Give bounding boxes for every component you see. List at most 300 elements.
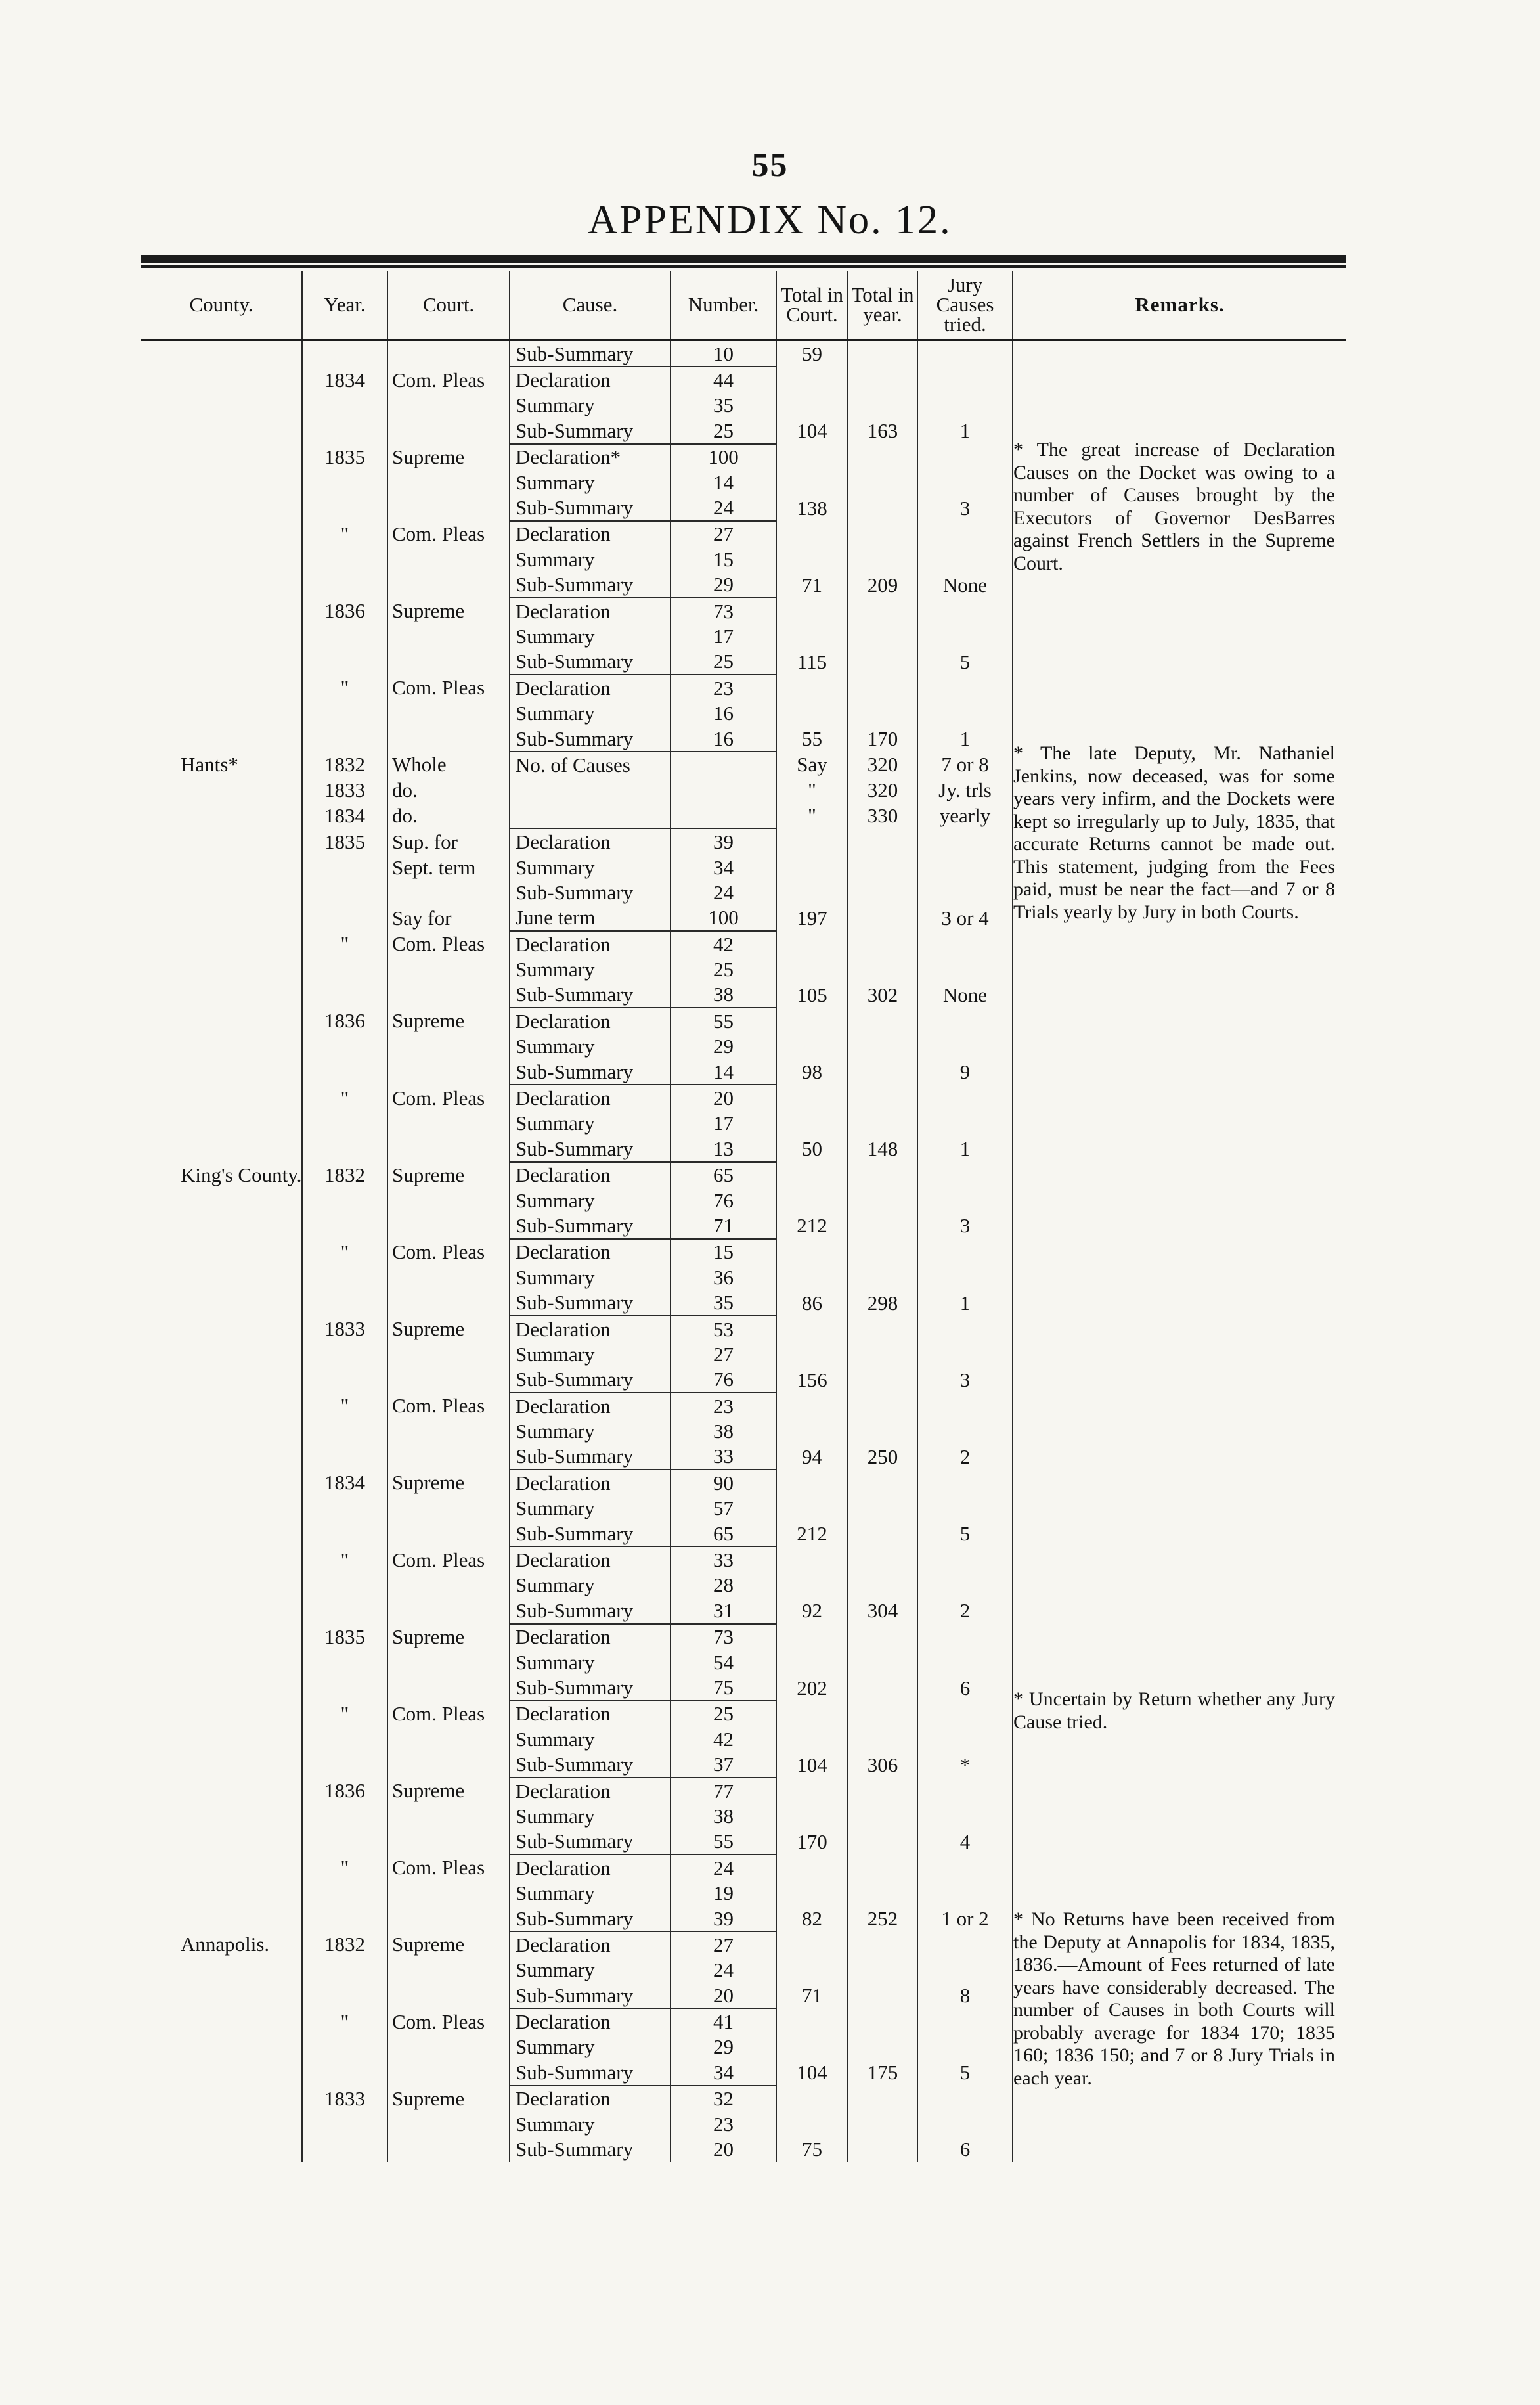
total-in-court-cell bbox=[776, 1931, 848, 1957]
court-cell: do. bbox=[387, 778, 510, 803]
remarks-cell bbox=[1013, 340, 1346, 367]
county-cell bbox=[141, 2136, 302, 2161]
total-in-year-cell bbox=[848, 444, 917, 470]
total-in-year-cell bbox=[848, 1085, 917, 1110]
remarks-cell bbox=[1013, 649, 1346, 675]
total-in-court-cell bbox=[776, 367, 848, 392]
total-in-year-cell: 320 bbox=[848, 752, 917, 777]
court-cell bbox=[387, 1188, 510, 1213]
year-cell bbox=[302, 1265, 387, 1290]
court-cell bbox=[387, 547, 510, 572]
cause-cell: Summary bbox=[510, 393, 671, 418]
county-cell bbox=[141, 623, 302, 648]
county-cell bbox=[141, 418, 302, 443]
cause-cell: June term bbox=[510, 905, 671, 931]
total-in-court-cell bbox=[776, 931, 848, 956]
number-cell: 71 bbox=[671, 1213, 776, 1238]
total-in-court-cell bbox=[776, 1188, 848, 1213]
cause-cell: Declaration bbox=[510, 1393, 671, 1418]
county-cell bbox=[141, 956, 302, 981]
county-cell bbox=[141, 1958, 302, 1983]
table-row bbox=[141, 1829, 1346, 1854]
total-in-court-cell bbox=[776, 1341, 848, 1366]
jury-causes-cell bbox=[917, 598, 1013, 623]
court-cell: Com. Pleas bbox=[387, 1393, 510, 1418]
county-cell bbox=[141, 598, 302, 623]
jury-causes-cell bbox=[917, 1496, 1013, 1521]
court-cell: Supreme bbox=[387, 2086, 510, 2111]
cause-cell: Declaration* bbox=[510, 444, 671, 470]
cause-cell: Sub-Summary bbox=[510, 1751, 671, 1777]
remarks-cell bbox=[1013, 1085, 1346, 1110]
court-cell bbox=[387, 1034, 510, 1059]
cause-cell: Sub-Summary bbox=[510, 982, 671, 1008]
county-cell bbox=[141, 2111, 302, 2136]
year-cell bbox=[302, 855, 387, 880]
jury-causes-cell bbox=[917, 2034, 1013, 2059]
jury-causes-cell bbox=[917, 828, 1013, 854]
court-cell bbox=[387, 1059, 510, 1085]
remarks-cell bbox=[1013, 1854, 1346, 1880]
table-row bbox=[141, 340, 1346, 367]
jury-causes-cell: yearly bbox=[917, 803, 1013, 828]
number-cell: 90 bbox=[671, 1470, 776, 1495]
jury-causes-cell bbox=[917, 1393, 1013, 1418]
county-cell bbox=[141, 1136, 302, 1161]
cause-cell: Sub-Summary bbox=[510, 495, 671, 520]
cause-cell: Summary bbox=[510, 547, 671, 572]
total-in-court-cell bbox=[776, 1034, 848, 1059]
number-cell: 25 bbox=[671, 1701, 776, 1726]
year-cell bbox=[302, 649, 387, 675]
remarks-cell bbox=[1013, 1470, 1346, 1495]
total-in-court-cell: " bbox=[776, 778, 848, 803]
total-in-year-cell: 250 bbox=[848, 1444, 917, 1470]
number-cell: 17 bbox=[671, 1111, 776, 1136]
court-cell: Supreme bbox=[387, 444, 510, 470]
jury-causes-cell bbox=[917, 1341, 1013, 1366]
top-rule-thin bbox=[141, 265, 1346, 268]
cause-cell: Sub-Summary bbox=[510, 880, 671, 905]
year-cell bbox=[302, 982, 387, 1008]
total-in-year-cell: 209 bbox=[848, 572, 917, 598]
total-in-year-cell bbox=[848, 1111, 917, 1136]
court-cell bbox=[387, 1598, 510, 1623]
number-cell: 14 bbox=[671, 470, 776, 495]
number-cell: 33 bbox=[671, 1546, 776, 1572]
year-cell: " bbox=[302, 2008, 387, 2034]
county-cell bbox=[141, 1059, 302, 1085]
year-cell bbox=[302, 572, 387, 598]
cause-cell: Declaration bbox=[510, 1854, 671, 1880]
number-cell bbox=[671, 778, 776, 803]
year-cell bbox=[302, 1059, 387, 1085]
total-in-year-cell bbox=[848, 675, 917, 700]
county-cell bbox=[141, 470, 302, 495]
jury-causes-cell bbox=[917, 340, 1013, 367]
remarks-cell bbox=[1013, 956, 1346, 981]
county-cell bbox=[141, 1675, 302, 1700]
court-cell: Com. Pleas bbox=[387, 931, 510, 956]
year-cell bbox=[302, 1803, 387, 1828]
total-in-year-cell bbox=[848, 2136, 917, 2161]
header-total-in-year: Total in year. bbox=[848, 271, 917, 340]
table-row bbox=[141, 649, 1346, 675]
total-in-court-cell bbox=[776, 1470, 848, 1495]
table-row bbox=[141, 1778, 1346, 1803]
total-in-year-cell bbox=[848, 700, 917, 725]
year-cell bbox=[302, 623, 387, 648]
remark-annapolis: * No Returns have been received from the Deputy at Annapolis for 1834, 1835, 1836.—Amount of Fees returned of late years have considerably decreased. The number of Causes in both Courts will probably average for 1834 170; 1835 160; 1836 150; and 7 or 8 Jury Trials in each year. bbox=[1013, 1908, 1335, 2089]
number-cell: 34 bbox=[671, 855, 776, 880]
total-in-court-cell: 50 bbox=[776, 1136, 848, 1161]
total-in-court-cell bbox=[776, 2111, 848, 2136]
total-in-year-cell bbox=[848, 1367, 917, 1393]
total-in-year-cell: 304 bbox=[848, 1598, 917, 1623]
total-in-court-cell bbox=[776, 2008, 848, 2034]
header-county: County. bbox=[141, 271, 302, 340]
total-in-court-cell bbox=[776, 2086, 848, 2111]
table-row bbox=[141, 1034, 1346, 1059]
year-cell bbox=[302, 956, 387, 981]
jury-causes-cell bbox=[917, 1188, 1013, 1213]
jury-causes-cell: 5 bbox=[917, 1521, 1013, 1546]
cause-cell: Summary bbox=[510, 2034, 671, 2059]
year-cell: 1832 bbox=[302, 1931, 387, 1957]
cause-cell: Summary bbox=[510, 956, 671, 981]
year-cell: 1834 bbox=[302, 367, 387, 392]
jury-causes-cell: 9 bbox=[917, 1059, 1013, 1085]
cause-cell: Declaration bbox=[510, 1008, 671, 1033]
jury-causes-cell bbox=[917, 1880, 1013, 1905]
court-cell bbox=[387, 1111, 510, 1136]
court-cell bbox=[387, 700, 510, 725]
cause-cell: Summary bbox=[510, 1803, 671, 1828]
year-cell bbox=[302, 905, 387, 931]
total-in-court-cell: 197 bbox=[776, 905, 848, 931]
jury-causes-cell bbox=[917, 1701, 1013, 1726]
number-cell: 16 bbox=[671, 700, 776, 725]
table-row bbox=[141, 1162, 1346, 1188]
county-cell bbox=[141, 803, 302, 828]
remarks-cell bbox=[1013, 1393, 1346, 1418]
remarks-cell bbox=[1013, 598, 1346, 623]
jury-causes-cell: 7 or 8 bbox=[917, 752, 1013, 777]
jury-causes-cell bbox=[917, 521, 1013, 547]
year-cell: " bbox=[302, 1546, 387, 1572]
jury-causes-cell: 1 or 2 bbox=[917, 1906, 1013, 1931]
total-in-court-cell bbox=[776, 1265, 848, 1290]
table-row bbox=[141, 598, 1346, 623]
total-in-year-cell bbox=[848, 1701, 917, 1726]
cause-cell: Declaration bbox=[510, 675, 671, 700]
jury-causes-cell bbox=[917, 1650, 1013, 1675]
table-row bbox=[141, 1880, 1346, 1905]
county-cell bbox=[141, 1751, 302, 1777]
remarks-cell bbox=[1013, 367, 1346, 392]
year-cell bbox=[302, 470, 387, 495]
number-cell: 25 bbox=[671, 649, 776, 675]
total-in-court-cell: 156 bbox=[776, 1367, 848, 1393]
total-in-court-cell: 71 bbox=[776, 572, 848, 598]
table-row bbox=[141, 675, 1346, 700]
cause-cell: Summary bbox=[510, 1496, 671, 1521]
year-cell bbox=[302, 495, 387, 520]
cause-cell: Sub-Summary bbox=[510, 2059, 671, 2085]
total-in-court-cell bbox=[776, 1958, 848, 1983]
total-in-year-cell bbox=[848, 1829, 917, 1854]
total-in-year-cell bbox=[848, 1624, 917, 1650]
total-in-year-cell bbox=[848, 1854, 917, 1880]
table-row bbox=[141, 1854, 1346, 1880]
county-cell bbox=[141, 1854, 302, 1880]
remarks-cell bbox=[1013, 1213, 1346, 1238]
county-cell bbox=[141, 2086, 302, 2111]
cause-cell: Summary bbox=[510, 1573, 671, 1598]
cause-cell: Sub-Summary bbox=[510, 726, 671, 752]
total-in-year-cell bbox=[848, 1213, 917, 1238]
table-row bbox=[141, 2136, 1346, 2161]
county-cell bbox=[141, 1085, 302, 1110]
page-number: 55 bbox=[751, 146, 789, 184]
jury-causes-cell bbox=[917, 1726, 1013, 1751]
cause-cell: Declaration bbox=[510, 367, 671, 392]
remarks-cell bbox=[1013, 572, 1346, 598]
court-cell bbox=[387, 1906, 510, 1931]
total-in-court-cell: 94 bbox=[776, 1444, 848, 1470]
table-row bbox=[141, 572, 1346, 598]
number-cell: 65 bbox=[671, 1521, 776, 1546]
cause-cell: Sub-Summary bbox=[510, 418, 671, 443]
jury-causes-cell: None bbox=[917, 572, 1013, 598]
total-in-court-cell: 98 bbox=[776, 1059, 848, 1085]
jury-causes-cell bbox=[917, 547, 1013, 572]
jury-causes-cell: 5 bbox=[917, 649, 1013, 675]
court-cell bbox=[387, 572, 510, 598]
jury-causes-cell: 6 bbox=[917, 2136, 1013, 2161]
jury-causes-cell bbox=[917, 855, 1013, 880]
cause-cell: Summary bbox=[510, 1188, 671, 1213]
court-cell bbox=[387, 470, 510, 495]
total-in-year-cell bbox=[848, 1265, 917, 1290]
total-in-year-cell bbox=[848, 880, 917, 905]
table-row bbox=[141, 1573, 1346, 1598]
remarks-cell bbox=[1013, 1341, 1346, 1366]
cause-cell: Summary bbox=[510, 1958, 671, 1983]
county-cell bbox=[141, 700, 302, 725]
year-cell: " bbox=[302, 1854, 387, 1880]
number-cell: 23 bbox=[671, 675, 776, 700]
total-in-year-cell bbox=[848, 393, 917, 418]
county-cell bbox=[141, 547, 302, 572]
total-in-year-cell bbox=[848, 2086, 917, 2111]
total-in-court-cell: 138 bbox=[776, 495, 848, 520]
cause-cell: Sub-Summary bbox=[510, 1521, 671, 1546]
year-cell bbox=[302, 726, 387, 752]
total-in-year-cell bbox=[848, 1958, 917, 1983]
total-in-year-cell bbox=[848, 2034, 917, 2059]
year-cell: 1836 bbox=[302, 1008, 387, 1033]
jury-causes-cell: 8 bbox=[917, 1983, 1013, 2008]
number-cell: 29 bbox=[671, 1034, 776, 1059]
cause-cell: Sub-Summary bbox=[510, 1598, 671, 1623]
county-cell bbox=[141, 1546, 302, 1572]
number-cell: 55 bbox=[671, 1829, 776, 1854]
year-cell bbox=[302, 1444, 387, 1470]
court-cell: Com. Pleas bbox=[387, 521, 510, 547]
county-cell bbox=[141, 1650, 302, 1675]
year-cell bbox=[302, 700, 387, 725]
total-in-year-cell bbox=[848, 1341, 917, 1366]
county-cell bbox=[141, 649, 302, 675]
total-in-court-cell bbox=[776, 521, 848, 547]
remarks-cell bbox=[1013, 1650, 1346, 1675]
jury-causes-cell bbox=[917, 1931, 1013, 1957]
county-cell bbox=[141, 675, 302, 700]
jury-causes-cell bbox=[917, 1803, 1013, 1828]
total-in-year-cell bbox=[848, 547, 917, 572]
cause-cell: Declaration bbox=[510, 521, 671, 547]
court-cell bbox=[387, 1958, 510, 1983]
year-cell bbox=[302, 1290, 387, 1315]
county-cell bbox=[141, 2008, 302, 2034]
total-in-year-cell bbox=[848, 623, 917, 648]
court-cell bbox=[387, 623, 510, 648]
year-cell bbox=[302, 1880, 387, 1905]
cause-cell: Summary bbox=[510, 700, 671, 725]
year-cell bbox=[302, 1983, 387, 2008]
court-cell: Supreme bbox=[387, 1624, 510, 1650]
total-in-year-cell bbox=[848, 1496, 917, 1521]
cause-cell: Declaration bbox=[510, 2008, 671, 2034]
county-cell bbox=[141, 1213, 302, 1238]
year-cell: " bbox=[302, 1701, 387, 1726]
total-in-year-cell bbox=[848, 1162, 917, 1188]
table-row bbox=[141, 1111, 1346, 1136]
county-cell bbox=[141, 778, 302, 803]
court-cell bbox=[387, 1367, 510, 1393]
year-cell: " bbox=[302, 931, 387, 956]
court-cell bbox=[387, 1650, 510, 1675]
court-cell bbox=[387, 1136, 510, 1161]
jury-causes-cell bbox=[917, 1008, 1013, 1033]
jury-causes-cell bbox=[917, 1239, 1013, 1265]
jury-causes-cell: 1 bbox=[917, 418, 1013, 443]
county-cell bbox=[141, 905, 302, 931]
table-row bbox=[141, 2111, 1346, 2136]
court-cell: Supreme bbox=[387, 1778, 510, 1803]
total-in-year-cell bbox=[848, 1008, 917, 1033]
table-row bbox=[141, 1496, 1346, 1521]
county-cell bbox=[141, 1393, 302, 1418]
table-row bbox=[141, 1059, 1346, 1085]
court-cell: Supreme bbox=[387, 1931, 510, 1957]
cause-cell: Declaration bbox=[510, 1546, 671, 1572]
table-row bbox=[141, 1546, 1346, 1572]
cause-cell: Sub-Summary bbox=[510, 1906, 671, 1931]
county-cell bbox=[141, 1034, 302, 1059]
total-in-year-cell bbox=[848, 1778, 917, 1803]
number-cell: 15 bbox=[671, 1239, 776, 1265]
year-cell bbox=[302, 418, 387, 443]
number-cell: 100 bbox=[671, 444, 776, 470]
remarks-cell bbox=[1013, 1239, 1346, 1265]
number-cell: 73 bbox=[671, 598, 776, 623]
year-cell: 1833 bbox=[302, 778, 387, 803]
total-in-year-cell bbox=[848, 1675, 917, 1700]
cause-cell: Sub-Summary bbox=[510, 1367, 671, 1393]
year-cell: 1835 bbox=[302, 1624, 387, 1650]
total-in-court-cell: 71 bbox=[776, 1983, 848, 2008]
county-cell bbox=[141, 1726, 302, 1751]
remarks-cell bbox=[1013, 1521, 1346, 1546]
year-cell bbox=[302, 1418, 387, 1443]
number-cell: 10 bbox=[671, 340, 776, 367]
year-cell: 1833 bbox=[302, 1316, 387, 1341]
total-in-court-cell bbox=[776, 1701, 848, 1726]
year-cell bbox=[302, 340, 387, 367]
cause-cell: Sub-Summary bbox=[510, 1136, 671, 1161]
remarks-cell bbox=[1013, 1008, 1346, 1033]
total-in-court-cell: 115 bbox=[776, 649, 848, 675]
header-number: Number. bbox=[671, 271, 776, 340]
county-cell bbox=[141, 1778, 302, 1803]
total-in-court-cell bbox=[776, 1573, 848, 1598]
table-row bbox=[141, 1316, 1346, 1341]
total-in-court-cell: " bbox=[776, 803, 848, 828]
cause-cell: Sub-Summary bbox=[510, 1290, 671, 1315]
court-cell bbox=[387, 2059, 510, 2085]
total-in-year-cell bbox=[848, 1880, 917, 1905]
county-cell bbox=[141, 1188, 302, 1213]
total-in-year-cell bbox=[848, 1316, 917, 1341]
court-cell bbox=[387, 495, 510, 520]
jury-causes-cell bbox=[917, 956, 1013, 981]
county-cell bbox=[141, 2059, 302, 2085]
total-in-year-cell bbox=[848, 855, 917, 880]
jury-causes-cell bbox=[917, 880, 1013, 905]
court-cell bbox=[387, 880, 510, 905]
jury-causes-cell: * bbox=[917, 1751, 1013, 1777]
cause-cell: Summary bbox=[510, 1418, 671, 1443]
cause-cell: Summary bbox=[510, 1880, 671, 1905]
number-cell: 76 bbox=[671, 1188, 776, 1213]
total-in-year-cell bbox=[848, 1521, 917, 1546]
number-cell: 55 bbox=[671, 1008, 776, 1033]
total-in-court-cell bbox=[776, 444, 848, 470]
court-cell: Supreme bbox=[387, 1470, 510, 1495]
number-cell: 23 bbox=[671, 1393, 776, 1418]
remarks-cell bbox=[1013, 1367, 1346, 1393]
total-in-year-cell bbox=[848, 1546, 917, 1572]
total-in-court-cell: 105 bbox=[776, 982, 848, 1008]
remarks-cell bbox=[1013, 1162, 1346, 1188]
remarks-cell bbox=[1013, 1573, 1346, 1598]
remarks-cell bbox=[1013, 1803, 1346, 1828]
court-cell bbox=[387, 1675, 510, 1700]
court-cell bbox=[387, 1265, 510, 1290]
remarks-cell bbox=[1013, 982, 1346, 1008]
remarks-cell bbox=[1013, 1316, 1346, 1341]
remarks-cell bbox=[1013, 1418, 1346, 1443]
total-in-year-cell: 302 bbox=[848, 982, 917, 1008]
county-cell bbox=[141, 1008, 302, 1033]
year-cell bbox=[302, 1136, 387, 1161]
header-row bbox=[141, 271, 1346, 340]
court-cell bbox=[387, 1444, 510, 1470]
total-in-court-cell bbox=[776, 623, 848, 648]
total-in-court-cell: 104 bbox=[776, 418, 848, 443]
